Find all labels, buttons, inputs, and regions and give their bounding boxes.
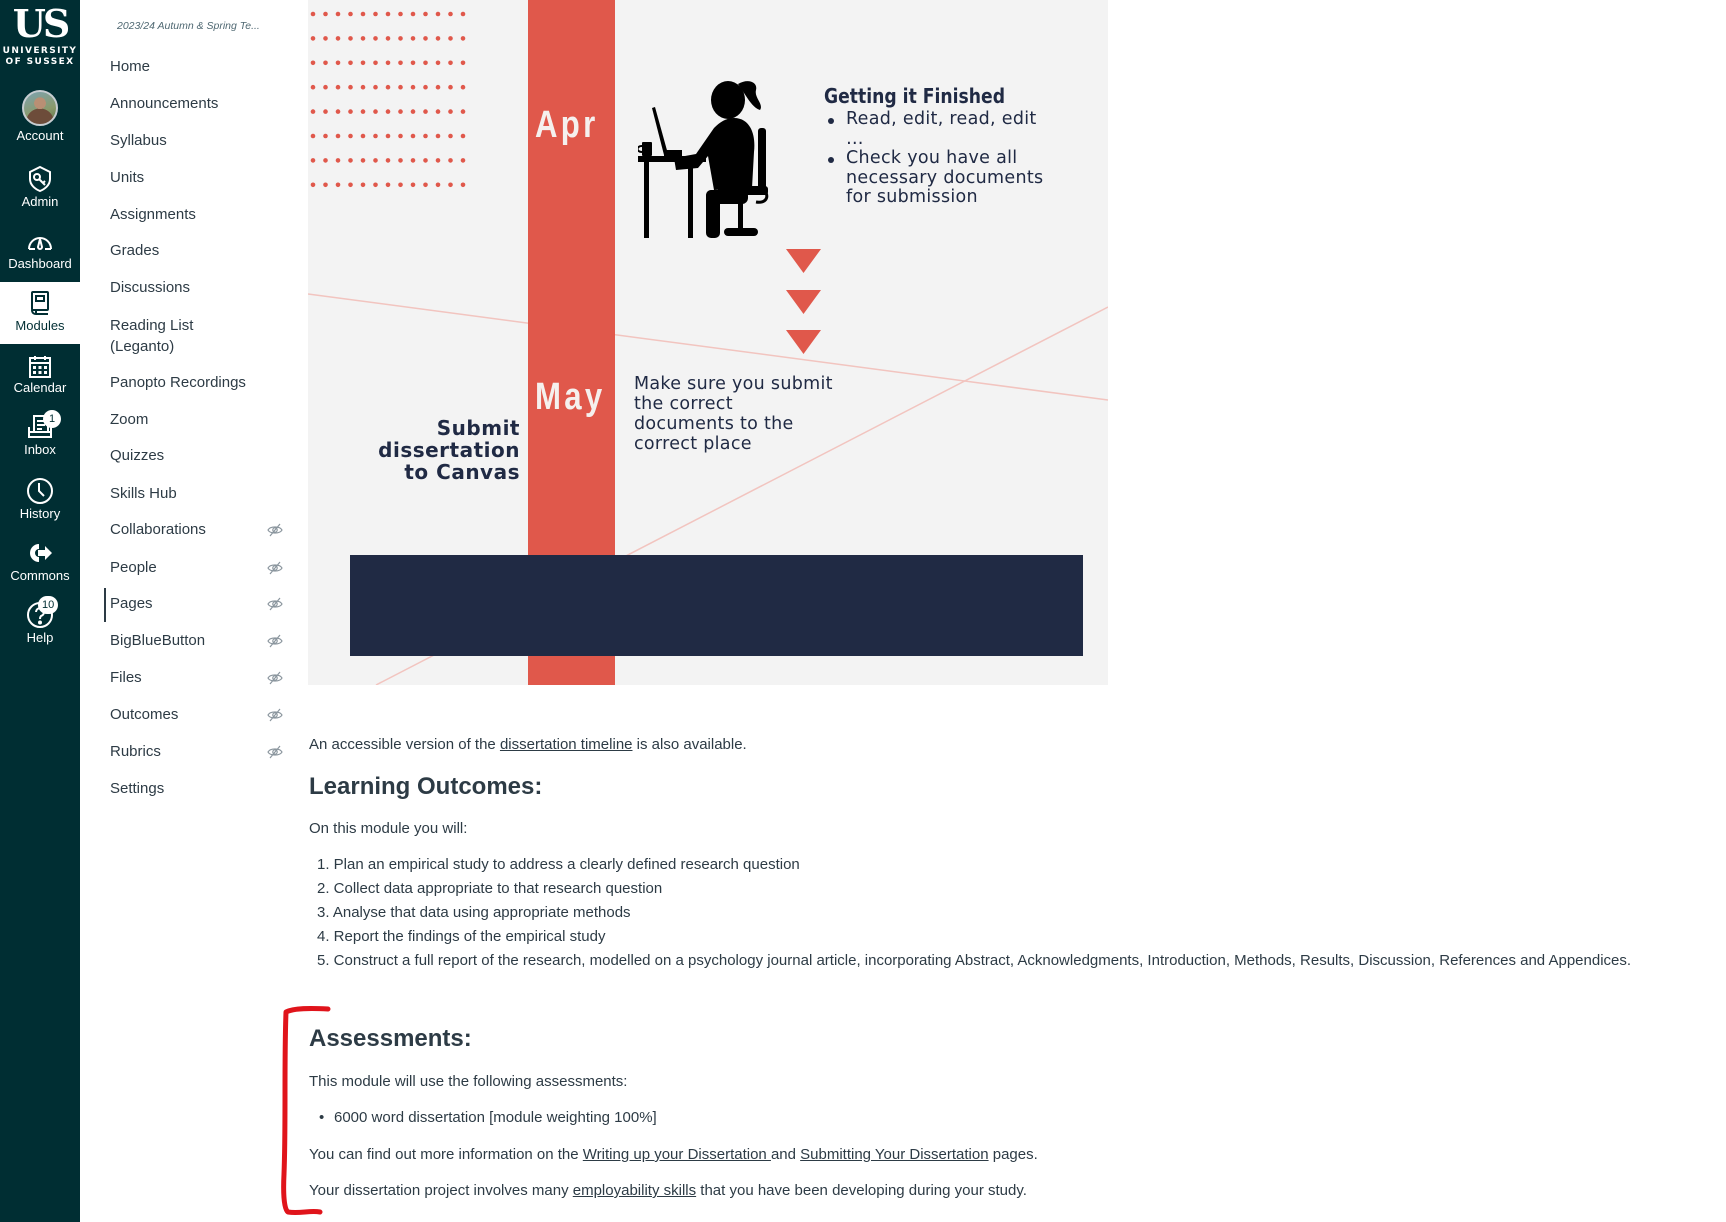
global-nav-dashboard[interactable] (0, 222, 80, 284)
nav-label: Outcomes (110, 706, 179, 723)
person-at-desk-icon (638, 78, 788, 240)
accessible-version-note (309, 735, 747, 755)
course-nav-files[interactable] (110, 668, 275, 688)
nav-label: Files (110, 669, 142, 686)
nav-label: Panopto Recordings (110, 374, 246, 391)
hidden-eye-icon (267, 671, 283, 685)
global-nav-label: Admin (21, 194, 59, 209)
avatar (20, 88, 60, 128)
global-nav-inbox[interactable] (0, 408, 80, 470)
apr-bullet: Read, edit, read, edit … (824, 110, 1044, 149)
course-nav-home[interactable] (110, 57, 275, 77)
global-nav-label: Modules (15, 318, 65, 333)
course-term: 2023/24 Autumn & Spring Te... (117, 20, 260, 32)
global-nav-help[interactable] (0, 596, 80, 658)
down-arrow-triangles-icon (786, 249, 822, 359)
help-notification-badge: 10 (38, 596, 58, 614)
course-nav-rubrics[interactable] (110, 742, 275, 762)
course-nav-skills-hub[interactable] (110, 484, 275, 504)
assessments-intro: This module will use the following assessments: (309, 1073, 628, 1090)
global-nav-label: Commons (10, 568, 70, 583)
may-milestone-title: Submit dissertation to Canvas (378, 416, 520, 484)
logo-mark: US (12, 1, 68, 46)
hidden-eye-icon (267, 561, 283, 575)
hidden-eye-icon (267, 597, 283, 611)
apr-milestone-title: Getting it Finished (824, 84, 1006, 108)
nav-label: BigBlueButton (110, 632, 206, 649)
clock-icon (24, 476, 56, 506)
course-nav-announcements[interactable] (110, 94, 275, 114)
course-nav-quizzes[interactable] (110, 446, 275, 466)
nav-label: Grades (110, 242, 160, 259)
nav-label: Reading List (Leganto) (110, 317, 194, 355)
global-nav-admin[interactable] (0, 160, 80, 222)
nav-label: Discussions (110, 279, 191, 296)
course-nav-assignments[interactable] (110, 205, 275, 225)
employability-skills-link[interactable]: employability skills (572, 1182, 697, 1199)
may-note: Make sure you submit the correct documents to the correct place (634, 374, 833, 454)
course-nav-outcomes[interactable] (110, 705, 275, 725)
hidden-eye-icon (267, 708, 283, 722)
dissertation-timeline-link[interactable]: dissertation timeline (499, 736, 633, 753)
learning-outcomes-intro: On this module you will: (309, 820, 468, 837)
list-item: 5. Construct a full report of the research, modelled on a psychology journal article, incorporating Abstract, Acknowledgments, Introduction, Methods, Results, Discussion, References and Appendices. (317, 952, 1632, 969)
text: and (770, 1146, 801, 1163)
global-navigation (0, 0, 80, 1222)
global-nav-history[interactable] (0, 472, 80, 534)
course-nav-zoom[interactable] (110, 410, 275, 430)
logo-text-line1: UNIVERSITY (2, 46, 78, 56)
list-item (319, 1108, 657, 1128)
book-icon (24, 288, 56, 318)
calendar-icon (24, 352, 56, 382)
list-item: 4. Report the findings of the empirical study (317, 928, 606, 945)
text: You can find out more information on the (309, 1146, 583, 1163)
course-nav-people[interactable] (110, 558, 275, 578)
nav-label: Quizzes (110, 447, 165, 464)
global-nav-label: Dashboard (8, 256, 72, 271)
dissertation-timeline-infographic (308, 0, 1108, 685)
global-nav-label: Account (16, 128, 64, 143)
navy-banner (350, 555, 1083, 656)
assessment-text: 6000 word dissertation [module weighting 100%] (334, 1109, 657, 1126)
nav-label: Pages (110, 595, 153, 612)
course-nav-pages[interactable] (110, 594, 275, 614)
nav-label: Skills Hub (110, 485, 177, 502)
nav-label: People (110, 559, 157, 576)
list-item: 1. Plan an empirical study to address a clearly defined research question (317, 856, 800, 873)
nav-label: Zoom (110, 411, 149, 428)
global-nav-label: History (19, 506, 61, 521)
inbox-unread-badge: 1 (43, 410, 61, 428)
global-nav-commons[interactable] (0, 534, 80, 596)
nav-label: Home (110, 58, 151, 75)
text: Your dissertation project involves many (309, 1182, 573, 1199)
hidden-eye-icon (267, 523, 283, 537)
learning-outcomes-heading: Learning Outcomes: (309, 773, 543, 800)
list-item: 3. Analyse that data using appropriate methods (317, 904, 631, 921)
global-nav-calendar[interactable] (0, 348, 80, 410)
month-label-apr: Apr (535, 104, 599, 146)
course-nav-collaborations[interactable] (110, 520, 275, 540)
submitting-dissertation-link[interactable]: Submitting Your Dissertation (800, 1146, 989, 1163)
month-label-may: May (535, 376, 606, 418)
commons-icon (24, 538, 56, 568)
course-nav-grades[interactable] (110, 241, 275, 261)
global-nav-label: Calendar (13, 380, 67, 395)
nav-label: Rubrics (110, 743, 161, 760)
nav-label: Collaborations (110, 521, 206, 538)
apr-milestone-bullets (824, 110, 1044, 208)
nav-label: Units (110, 169, 145, 186)
course-nav-panopto[interactable] (110, 373, 275, 393)
speedometer-icon (24, 226, 56, 256)
logo-text-line2: OF SUSSEX (5, 57, 75, 67)
course-nav-syllabus[interactable] (110, 131, 275, 151)
global-nav-modules[interactable] (0, 282, 80, 344)
course-nav-units[interactable] (110, 168, 275, 188)
course-nav-discussions[interactable] (110, 278, 275, 298)
nav-label: Syllabus (110, 132, 167, 149)
global-nav-label: Help (26, 630, 54, 645)
global-nav-account[interactable] (0, 88, 80, 150)
hidden-eye-icon (267, 745, 283, 759)
course-nav-settings[interactable] (110, 779, 275, 799)
text: pages. (988, 1146, 1038, 1163)
employability-paragraph (309, 1181, 1027, 1201)
nav-label: Announcements (110, 95, 219, 112)
apr-bullet: Check you have all necessary documents for submission (824, 149, 1044, 208)
text: An accessible version of the (309, 736, 500, 753)
nav-label: Assignments (110, 206, 196, 223)
text: that you have been developing during your study. (696, 1182, 1027, 1199)
more-info-paragraph (309, 1145, 1038, 1165)
assessments-heading: Assessments: (309, 1025, 472, 1052)
course-nav-bigbluebutton[interactable] (110, 631, 275, 651)
global-nav-label: Inbox (24, 442, 56, 457)
hidden-eye-icon (267, 634, 283, 648)
university-logo[interactable] (0, 0, 80, 76)
nav-label: Settings (110, 780, 165, 797)
course-nav-reading-list[interactable] (110, 315, 220, 357)
writing-up-dissertation-link[interactable]: Writing up your Dissertation (582, 1146, 771, 1163)
text: is also available. (632, 736, 747, 753)
shield-key-icon (24, 164, 56, 194)
course-navigation (80, 0, 280, 1222)
list-item: 2. Collect data appropriate to that research question (317, 880, 663, 897)
